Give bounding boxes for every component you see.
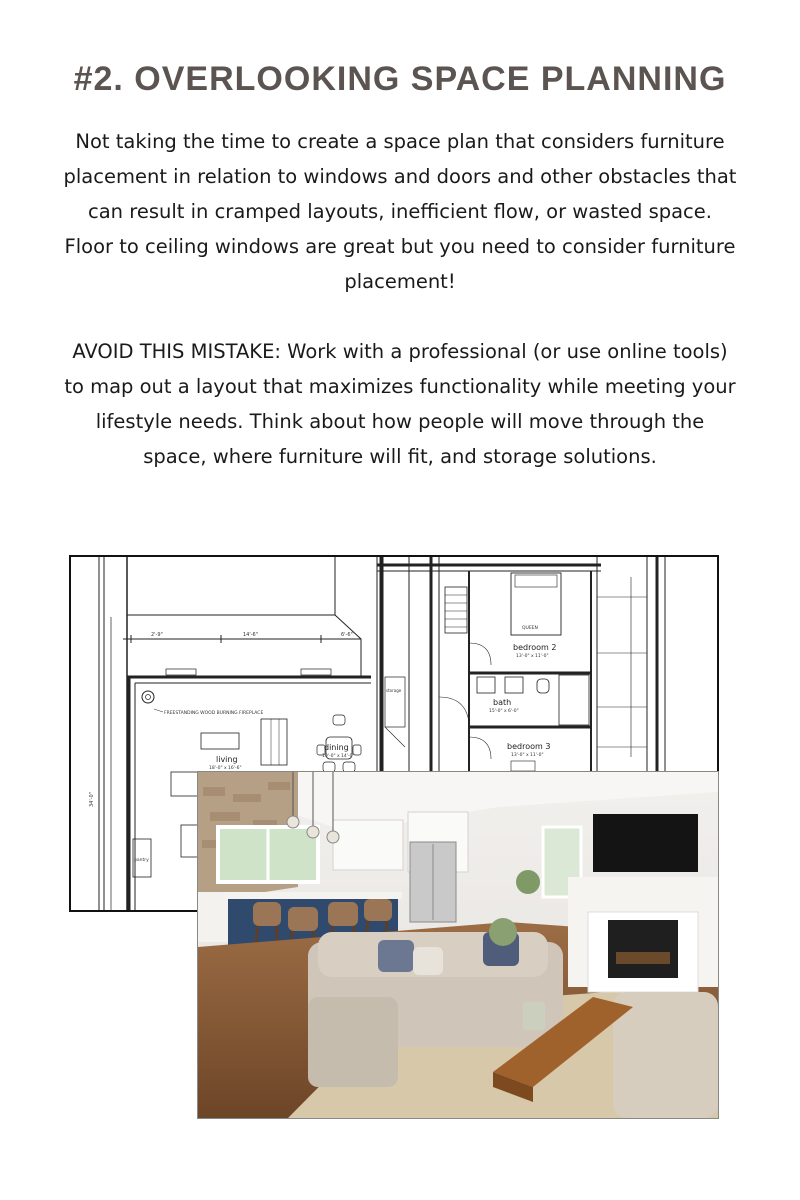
bedroom2-label-text: bedroom 2 bbox=[513, 643, 557, 652]
living-room-photo bbox=[197, 771, 719, 1119]
pantry-label-text: pantry bbox=[134, 858, 149, 863]
dining-label-text: dining bbox=[324, 743, 349, 752]
living-label-text: living bbox=[216, 755, 238, 764]
dim-vertical-text: 34'-0" bbox=[89, 791, 95, 807]
problem-paragraph: Not taking the time to create a space plan that considers furniture placement in relation to windows and doors and other obstacles that can result in cramped layouts, inefficient flow, or wasted space. Floor to ceiling windows are great but you need to consider furniture placement! bbox=[63, 130, 737, 293]
page-title: #2. OVERLOOKING SPACE PLANNING bbox=[73, 60, 727, 98]
queen-label-text: QUEEN bbox=[522, 626, 538, 631]
dim-top-mid-text: 14'-6" bbox=[243, 632, 259, 638]
bedroom2-dims-text: 13'-0" x 11'-0" bbox=[516, 654, 549, 659]
bath-label-text: bath bbox=[493, 698, 512, 707]
dining-dims-text: 10'-0" x 14'-0" bbox=[322, 754, 355, 759]
dim-top-left-text: 2'-9" bbox=[151, 632, 163, 638]
bedroom3-label-text: bedroom 3 bbox=[507, 742, 551, 751]
dim-top-right-text: 6'-6" bbox=[341, 632, 353, 638]
fireplace-note-text: FREESTANDING WOOD BURNING FIREPLACE bbox=[164, 711, 264, 716]
bedroom3-dims-text: 13'-0" x 11'-0" bbox=[511, 753, 544, 758]
living-dims-text: 18'-0" x 16'-6" bbox=[209, 766, 242, 771]
bath-dims-text: 15'-0" x 6'-0" bbox=[489, 709, 519, 714]
storage-label-text: storage bbox=[386, 688, 402, 693]
advice-paragraph: AVOID THIS MISTAKE: Work with a professional (or use online tools) to map out a layout that maximizes functionality while meeting your lifestyle needs. Think about how people will move through the space, where furniture will fit, and storage solutions. bbox=[64, 340, 736, 468]
